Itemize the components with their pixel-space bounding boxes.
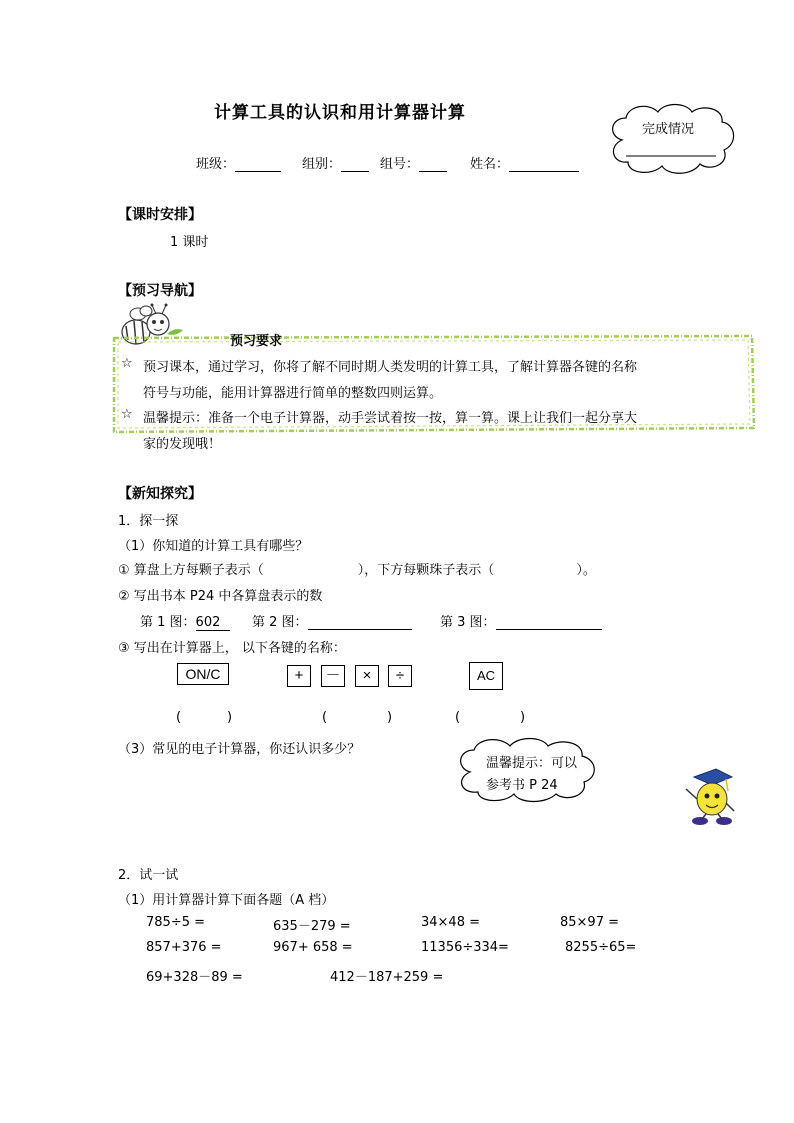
calc-r1-c3: 34×48 = <box>421 915 481 930</box>
preview-box-title: 预习要求 <box>230 334 283 349</box>
preview-item-1-line2: 符号与功能，能用计算器进行简单的整数四则运算。 <box>143 386 443 401</box>
group-blank[interactable] <box>341 157 369 172</box>
class-label: 班级： <box>196 157 236 172</box>
preview-item-1-line1: 预习课本，通过学习，你将了解不同时期人类发明的计算工具，了解计算器各键的名称 <box>143 360 638 375</box>
completion-label: 完成情况 <box>642 122 695 137</box>
times-key-icon: × <box>355 665 379 687</box>
class-field <box>196 153 281 172</box>
calc-r1-c2: 635－279 = <box>273 919 351 934</box>
preview-heading: 【预习导航】 <box>118 283 202 299</box>
calc-r1-c4: 85×97 = <box>560 915 620 930</box>
schedule-text: 1 课时 <box>170 235 209 250</box>
preview-item-2-star: ☆ <box>121 407 133 422</box>
hint-line1: 温馨提示：可以 <box>486 756 578 771</box>
explore-part1-title: 1．探一探 <box>118 514 179 529</box>
calc-r3-c1: 69+328－89 = <box>146 970 243 985</box>
calc-r3-c2: 412－187+259 = <box>330 970 444 985</box>
try-q1: （1）用计算器计算下面各题（A 档） <box>118 893 335 908</box>
ac-name-open: ( <box>455 710 461 725</box>
group-no-field <box>380 153 447 172</box>
explore-q1: （1）你知道的计算工具有哪些？ <box>118 539 309 554</box>
group-label: 组别： <box>302 157 342 172</box>
name-field <box>470 153 579 172</box>
explore-q3: （3）常见的电子计算器，你还认识多少？ <box>118 742 361 757</box>
schedule-heading: 【课时安排】 <box>118 207 202 223</box>
ac-name-close: ) <box>520 710 526 725</box>
fig3-field <box>440 611 602 630</box>
fig2-field <box>252 611 412 630</box>
fig2-label: 第 2 图： <box>252 615 308 630</box>
hint-line2: 参考书 P 24 <box>486 778 558 793</box>
fig3-blank[interactable] <box>496 615 602 630</box>
ops-name-close: ) <box>387 710 393 725</box>
name-label: 姓名： <box>470 157 510 172</box>
calc-r2-c1: 857+376 = <box>146 940 222 955</box>
calc-r2-c3: 11356÷334= <box>421 940 509 955</box>
fig1-label: 第 1 图： <box>140 615 196 630</box>
name-blank[interactable] <box>509 157 579 172</box>
preview-item-2-line2: 家的发现哦！ <box>143 437 222 452</box>
preview-item-1-star: ☆ <box>121 356 133 371</box>
p24-question: ② 写出书本 P24 中各算盘表示的数 <box>118 589 323 604</box>
fig3-label: 第 3 图： <box>440 615 496 630</box>
preview-item-2-line1: 温馨提示：准备一个电子计算器，动手尝试着按一按，算一算。课上让我们一起分享大 <box>143 411 638 426</box>
onc-name-close: ) <box>227 710 233 725</box>
mascot-icon <box>680 765 740 827</box>
onc-key-icon: ON/C <box>177 663 229 685</box>
calc-r2-c2: 967+ 658 = <box>273 940 353 955</box>
abacus-part-b: ），下方每颗珠子表示（ <box>357 563 495 578</box>
fig1-field <box>140 611 230 631</box>
fig2-blank[interactable] <box>308 615 412 630</box>
calc-r1-c1: 785÷5 = <box>146 915 206 930</box>
class-blank[interactable] <box>235 157 281 172</box>
hint-cloud-icon <box>454 736 600 806</box>
plus-key-icon: + <box>287 665 311 687</box>
abacus-question <box>118 559 596 578</box>
onc-name-open: ( <box>176 710 182 725</box>
completion-cloud-icon <box>604 100 740 178</box>
ac-key-icon: AC <box>469 662 503 690</box>
abacus-part-a: ① 算盘上方每颗子表示（ <box>118 563 264 578</box>
try-part2-title: 2．试一试 <box>118 868 179 883</box>
calc-r2-c4: 8255÷65= <box>565 940 637 955</box>
keys-prompt: ③ 写出在计算器上， 以下各键的名称： <box>118 641 346 656</box>
abacus-part-c: ）。 <box>576 563 596 578</box>
explore-heading: 【新知探究】 <box>118 486 202 502</box>
fig1-value: 602 <box>196 615 230 631</box>
divide-key-icon: ÷ <box>388 665 412 687</box>
ops-name-open: ( <box>322 710 328 725</box>
minus-key-icon: － <box>321 665 345 687</box>
group-field <box>302 153 369 172</box>
group-no-label: 组号： <box>380 157 420 172</box>
page-title: 计算工具的认识和用计算器计算 <box>214 103 466 123</box>
group-no-blank[interactable] <box>419 157 447 172</box>
